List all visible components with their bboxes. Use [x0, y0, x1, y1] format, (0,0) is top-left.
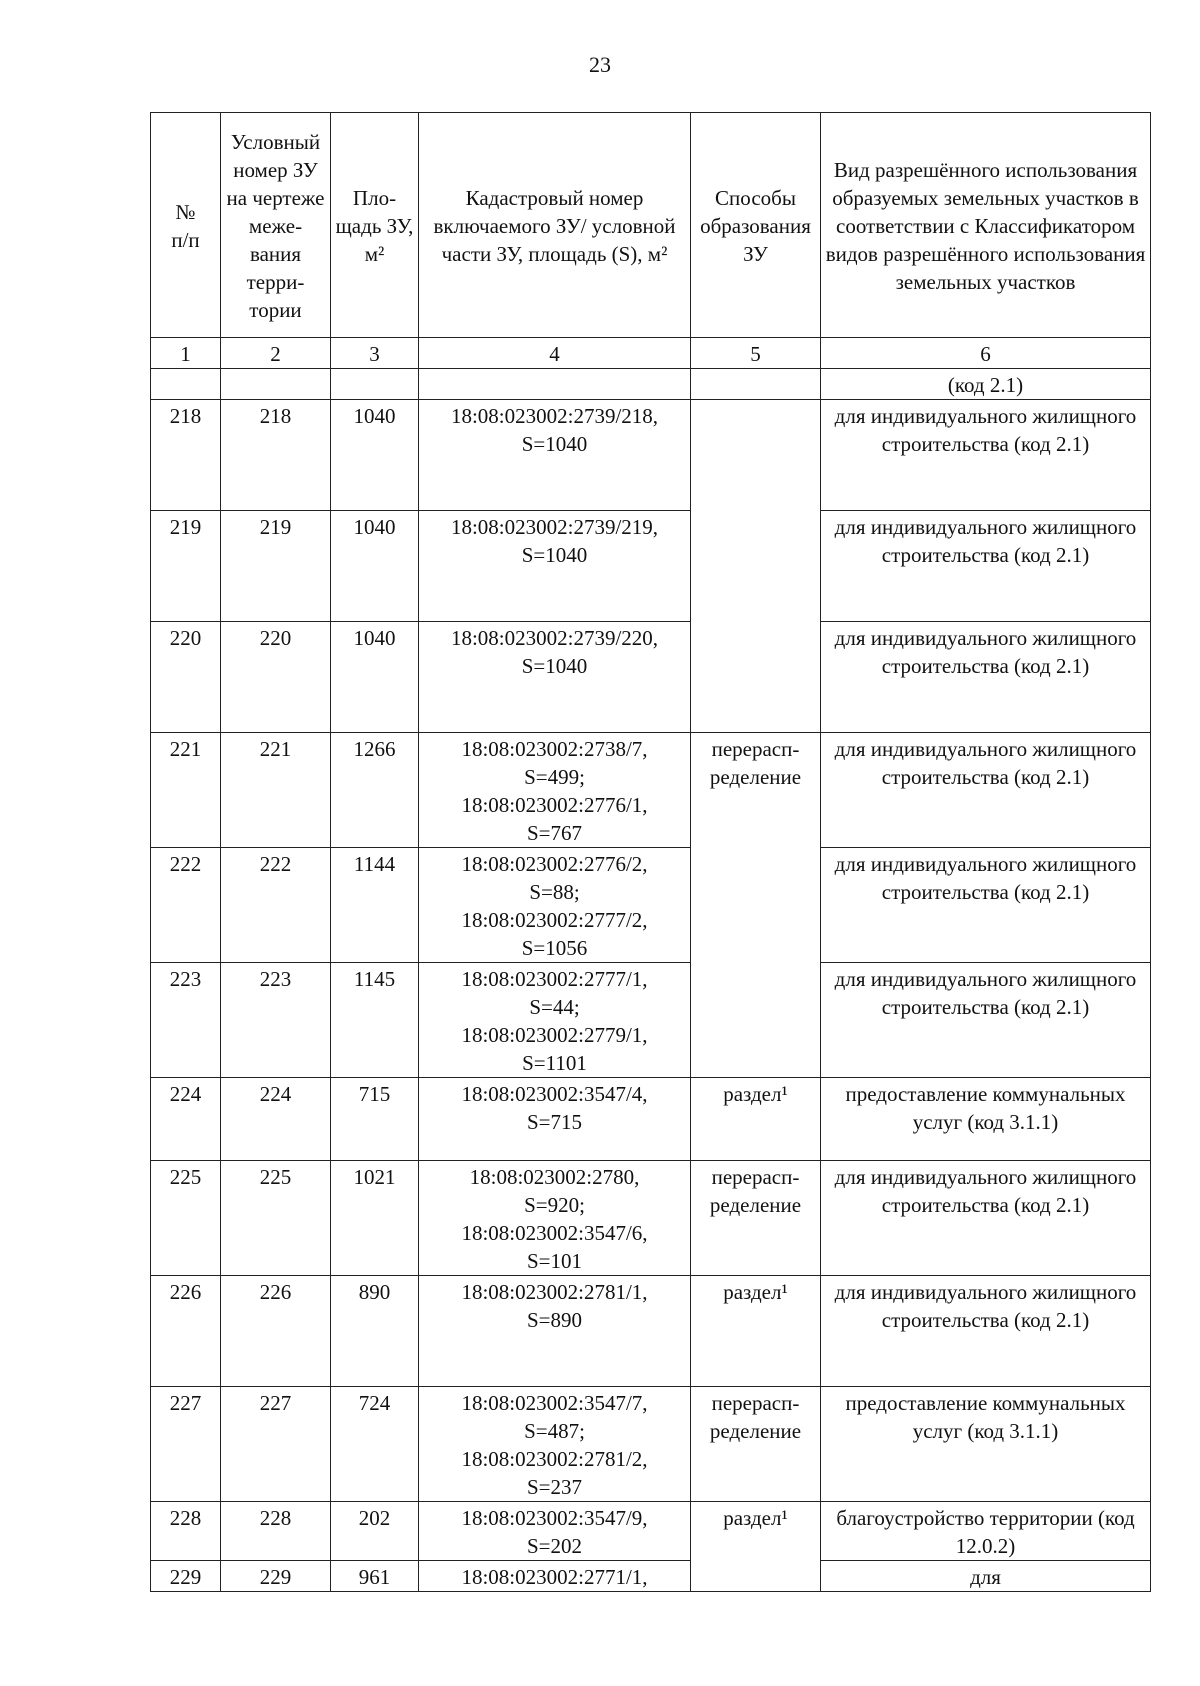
- table-cell: [331, 369, 419, 400]
- header-row-number: № п/п: [151, 113, 221, 338]
- row-number: 228: [151, 1502, 221, 1561]
- header-formation-method: Способы образования ЗУ: [691, 113, 821, 338]
- table-row: [151, 963, 1151, 1078]
- table-row: [151, 1276, 1151, 1387]
- formation-method: раздел¹: [691, 1276, 821, 1387]
- table-row: [151, 1561, 1151, 1592]
- table-cell: [419, 369, 691, 400]
- column-number: 5: [691, 338, 821, 369]
- row-number: 225: [151, 1161, 221, 1276]
- plot-area: 1266: [331, 733, 419, 848]
- formation-method: раздел¹: [691, 1078, 821, 1161]
- cadastral-number: 18:08:023002:2739/218, S=1040: [419, 400, 691, 511]
- row-number: 218: [151, 400, 221, 511]
- row-number: 220: [151, 622, 221, 733]
- header-area: Пло-щадь ЗУ, м²: [331, 113, 419, 338]
- table-cell: [151, 369, 221, 400]
- table-row: [151, 400, 1151, 511]
- table-row: [151, 511, 1151, 622]
- plot-area: 724: [331, 1387, 419, 1502]
- plot-area: 202: [331, 1502, 419, 1561]
- plot-area: 961: [331, 1561, 419, 1592]
- permitted-use: для индивидуального жилищного строительства (код 2.1): [821, 848, 1151, 963]
- plot-number: 223: [221, 963, 331, 1078]
- column-number: 2: [221, 338, 331, 369]
- row-number: 229: [151, 1561, 221, 1592]
- table-row: [151, 1078, 1151, 1161]
- plot-number: 225: [221, 1161, 331, 1276]
- cadastral-number: 18:08:023002:2781/1, S=890: [419, 1276, 691, 1387]
- table-row: [151, 1502, 1151, 1561]
- plot-area: 1144: [331, 848, 419, 963]
- row-number: 221: [151, 733, 221, 848]
- permitted-use: предоставление коммунальных услуг (код 3.1.1): [821, 1078, 1151, 1161]
- plot-area: 715: [331, 1078, 419, 1161]
- permitted-use: предоставление коммунальных услуг (код 3.1.1): [821, 1387, 1151, 1502]
- permitted-use: для индивидуального жилищного строительства (код 2.1): [821, 622, 1151, 733]
- permitted-use: для индивидуального жилищного строительства (код 2.1): [821, 400, 1151, 511]
- formation-method: перерасп-ределение: [691, 733, 821, 1078]
- row-number: 227: [151, 1387, 221, 1502]
- table-row: [151, 848, 1151, 963]
- header-cadastral-number: Кадастровый номер включаемого ЗУ/ условной части ЗУ, площадь (S), м²: [419, 113, 691, 338]
- formation-method: перерасп-ределение: [691, 1161, 821, 1276]
- formation-method: перерасп-ределение: [691, 1387, 821, 1502]
- header-permitted-use: Вид разрешённого использования образуемых земельных участков в соответствии с Классификатором видов разрешённого использования земельных участков: [821, 113, 1151, 338]
- plot-number: 219: [221, 511, 331, 622]
- land-plots-table: [150, 112, 1151, 1592]
- plot-area: 1040: [331, 622, 419, 733]
- permitted-use: благоустройство территории (код 12.0.2): [821, 1502, 1151, 1561]
- plot-number: 229: [221, 1561, 331, 1592]
- table-row: [151, 733, 1151, 848]
- cadastral-number: 18:08:023002:2777/1, S=44; 18:08:023002:2779/1, S=1101: [419, 963, 691, 1078]
- table-row: [151, 1161, 1151, 1276]
- plot-area: 1145: [331, 963, 419, 1078]
- formation-method: раздел¹: [691, 1502, 821, 1592]
- row-number: 224: [151, 1078, 221, 1161]
- table-cell: [691, 369, 821, 400]
- table-cell: [221, 369, 331, 400]
- plot-number: 218: [221, 400, 331, 511]
- cadastral-number: 18:08:023002:3547/4, S=715: [419, 1078, 691, 1161]
- table-row: [151, 1387, 1151, 1502]
- row-number: 222: [151, 848, 221, 963]
- permitted-use: для индивидуального жилищного строительства (код 2.1): [821, 1276, 1151, 1387]
- row-number: 219: [151, 511, 221, 622]
- plot-number: 222: [221, 848, 331, 963]
- page-number: 23: [589, 52, 611, 77]
- land-plots-table-container: [150, 112, 1150, 1592]
- column-number: 1: [151, 338, 221, 369]
- row-number: 226: [151, 1276, 221, 1387]
- column-number: 4: [419, 338, 691, 369]
- permitted-use: для индивидуального жилищного строительства (код 2.1): [821, 511, 1151, 622]
- cadastral-number: 18:08:023002:3547/7, S=487; 18:08:023002:2781/2, S=237: [419, 1387, 691, 1502]
- permitted-use: для индивидуального жилищного строительства (код 2.1): [821, 733, 1151, 848]
- column-number: 6: [821, 338, 1151, 369]
- table-row: [151, 622, 1151, 733]
- plot-number: 226: [221, 1276, 331, 1387]
- cadastral-number: 18:08:023002:2739/220, S=1040: [419, 622, 691, 733]
- continuation-row: [151, 369, 1151, 400]
- plot-area: 1021: [331, 1161, 419, 1276]
- row-number: 223: [151, 963, 221, 1078]
- plot-number: 224: [221, 1078, 331, 1161]
- cadastral-number: 18:08:023002:2776/2, S=88; 18:08:023002:2777/2, S=1056: [419, 848, 691, 963]
- plot-number: 227: [221, 1387, 331, 1502]
- continuation-text: (код 2.1): [821, 369, 1151, 400]
- column-number: 3: [331, 338, 419, 369]
- column-number-row: [151, 338, 1151, 369]
- plot-number: 220: [221, 622, 331, 733]
- permitted-use: для: [821, 1561, 1151, 1592]
- cadastral-number: 18:08:023002:2739/219, S=1040: [419, 511, 691, 622]
- formation-method: [691, 400, 821, 733]
- table-header-row: [151, 113, 1151, 338]
- plot-number: 228: [221, 1502, 331, 1561]
- cadastral-number: 18:08:023002:2780, S=920; 18:08:023002:3547/6, S=101: [419, 1161, 691, 1276]
- plot-area: 1040: [331, 400, 419, 511]
- plot-number: 221: [221, 733, 331, 848]
- permitted-use: для индивидуального жилищного строительства (код 2.1): [821, 1161, 1151, 1276]
- permitted-use: для индивидуального жилищного строительства (код 2.1): [821, 963, 1151, 1078]
- plot-area: 1040: [331, 511, 419, 622]
- header-plot-number: Условный номер ЗУ на чертеже меже-вания терри-тории: [221, 113, 331, 338]
- cadastral-number: 18:08:023002:2771/1,: [419, 1561, 691, 1592]
- plot-area: 890: [331, 1276, 419, 1387]
- cadastral-number: 18:08:023002:2738/7, S=499; 18:08:023002:2776/1, S=767: [419, 733, 691, 848]
- cadastral-number: 18:08:023002:3547/9, S=202: [419, 1502, 691, 1561]
